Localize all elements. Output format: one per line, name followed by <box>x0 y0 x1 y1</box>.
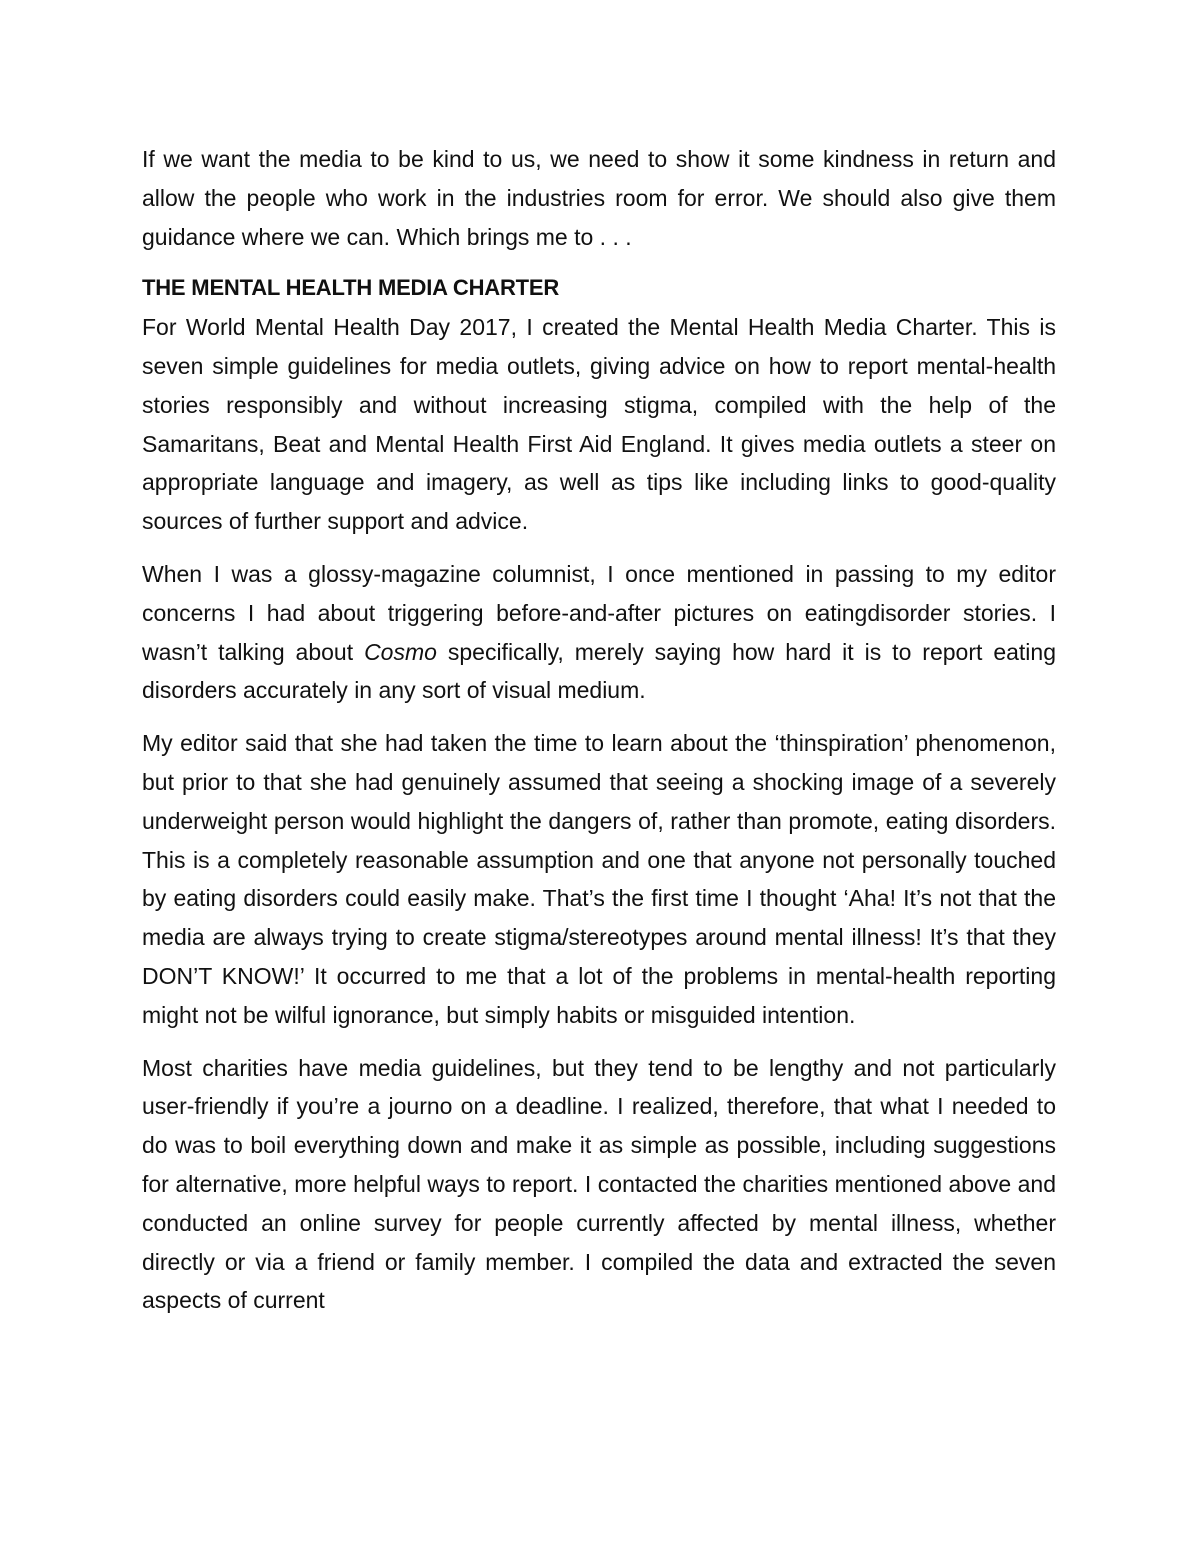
magazine-name: Cosmo <box>364 638 437 665</box>
columnist-paragraph <box>142 555 1056 710</box>
columnist-paragraph-start: When I was a glossy-magazine columnist, I once mentioned in passing to my editor concerns I had about triggering before-and-after pictures on eatingdisorder stories. I wasn’t talking about <box>142 560 1056 665</box>
charities-paragraph: Most charities have media guidelines, but they tend to be lengthy and not particularly user-friendly if you’re a journo on a deadline. I realized, therefore, that what I needed to do was to boil everything down and make it as simple as possible, including suggestions for alternative, more helpful ways to report. I contacted the charities mentioned above and conducted an online survey for people currently affected by mental illness, whether directly or via a friend or family member. I compiled the data and extracted the seven aspects of current <box>142 1054 1056 1314</box>
editor-paragraph: My editor said that she had taken the time to learn about the ‘thinspiration’ phenomenon, but prior to that she had genuinely assumed that seeing a shocking image of a severely underweight person would highlight the dangers of, rather than promote, eating disorders. This is a completely reasonable assumption and one that anyone not personally touched by eating disorders could easily make. That’s the first time I thought ‘Aha! It’s not that the media are always trying to create stigma/stereotypes around mental illness! It’s that they DON’T KNOW!’ It occurred to me that a lot of the problems in mental-health reporting might not be wilful ignorance, but simply habits or misguided intention. <box>142 730 1056 1028</box>
page-content <box>142 140 1056 1320</box>
columnist-paragraph-end: specifically, merely saying how hard it is to report eating disorders accurately in any sort of visual medium. <box>142 638 1056 704</box>
charter-paragraph: For World Mental Health Day 2017, I created the Mental Health Media Charter. This is seven simple guidelines for media outlets, giving advice on how to report mental-health stories responsibly and without increasing stigma, compiled with the help of the Samaritans, Beat and Mental Health First Aid England. It gives media outlets a steer on appropriate language and imagery, as well as tips like including links to good-quality sources of further support and advice. <box>142 314 1056 535</box>
intro-paragraph: If we want the media to be kind to us, we need to show it some kindness in return and allow the people who work in the industries room for error. We should also give them guidance where we can. Which brings me to . . . <box>142 146 1056 250</box>
section-heading: THE MENTAL HEALTH MEDIA CHARTER <box>142 275 560 301</box>
